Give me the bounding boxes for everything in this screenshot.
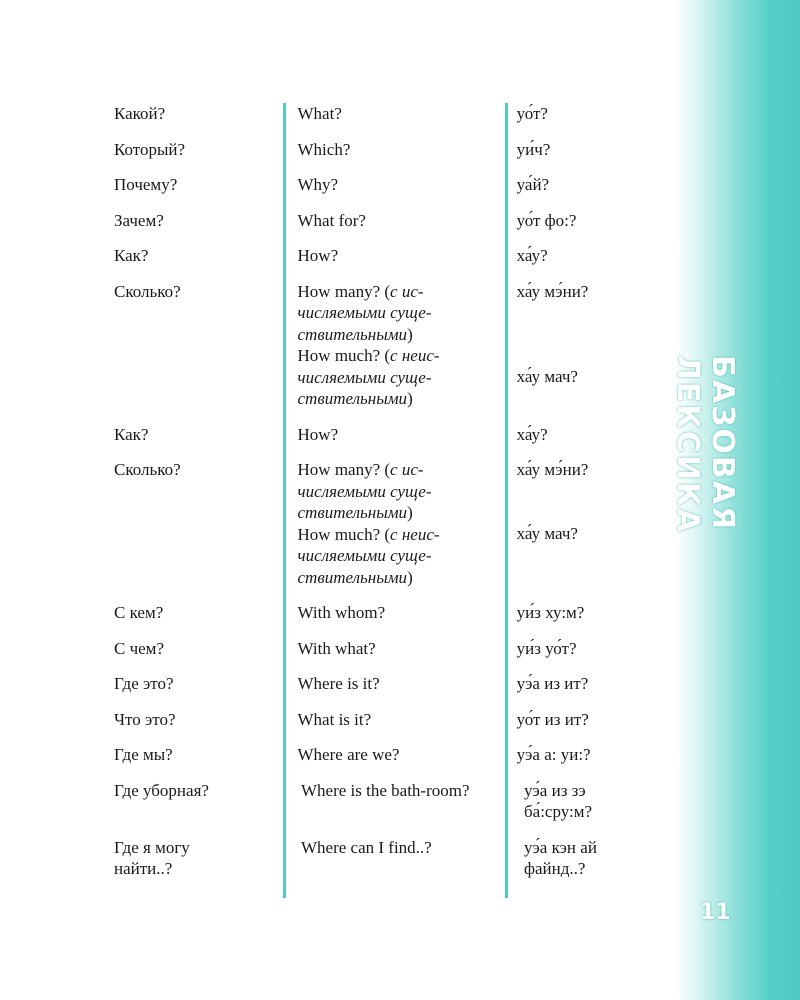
russian-phrase: Что это? (114, 709, 176, 729)
english-phrase: Why? (297, 175, 339, 194)
phrase-row (114, 174, 654, 196)
english-phrase: Where is it? (297, 674, 380, 693)
english-phrase: How? (297, 424, 339, 444)
phrase-row (114, 673, 654, 695)
english-phrase-countable: How many? (с ис-числяемыми суще-ствительными) (297, 281, 432, 344)
english-phrase: What? (297, 104, 342, 123)
grammar-note: с неис-числяемыми суще-ствительными (297, 524, 440, 587)
english-phrase-group (297, 459, 502, 588)
russian-phrase: Зачем? (114, 210, 164, 230)
english-phrase: Where are we? (297, 745, 400, 764)
transcription: уэ́а из ит? (516, 674, 589, 693)
page-number: 11 (700, 900, 731, 925)
transcription: ха́у? (516, 246, 548, 265)
grammar-note: с ис-числяемыми суще-ствительными (297, 281, 432, 344)
phrase-table (114, 103, 654, 894)
phrase-row (114, 709, 654, 731)
phrase-row (114, 638, 654, 660)
phrase-row (114, 837, 654, 880)
phrase-row (114, 744, 654, 766)
grammar-note: с неис-числяемыми суще-ствительными (297, 346, 440, 408)
transcription: уэ́а кэн ай файнд..? (524, 837, 597, 878)
english-phrase-uncountable: How much? (с неис-числяемыми суще-ствительными) (297, 346, 440, 408)
grammar-note: с ис-числяемыми суще-ствительными (297, 460, 432, 522)
transcription: уэ́а из зэ ба́:сру:м? (524, 780, 593, 821)
english-phrase: What for? (297, 210, 366, 230)
russian-phrase: Сколько? (114, 460, 181, 479)
transcription: уа́й? (516, 175, 550, 194)
russian-phrase: Где это? (114, 674, 174, 693)
english-phrase-countable: How many? (с ис-числяемыми суще-ствительными) (297, 460, 432, 522)
transcription: ха́у мач? (516, 367, 578, 386)
russian-phrase: С кем? (114, 603, 164, 622)
russian-phrase: Где уборная? (114, 780, 209, 800)
russian-phrase: С чем? (114, 638, 164, 658)
english-phrase: Which? (297, 139, 351, 159)
transcription: ха́у мэ́ни? (516, 460, 589, 479)
transcription: уо́т? (516, 104, 548, 123)
transcription: уи́з ху:м? (516, 603, 585, 622)
phrase-row (114, 139, 654, 161)
russian-phrase: Какой? (114, 104, 166, 123)
english-phrase: Where is the bath-room? (301, 780, 470, 800)
russian-phrase: Почему? (114, 175, 178, 194)
phrase-row (114, 103, 654, 125)
transcription: уо́т фо:? (516, 210, 577, 230)
english-phrase: What is it? (297, 709, 372, 729)
english-phrase: With what? (297, 638, 376, 658)
russian-phrase: Как? (114, 424, 149, 444)
transcription: уэ́а а: уи:? (516, 745, 591, 764)
english-phrase-uncountable: How much? (с неис-числяемыми суще-ствительными) (297, 524, 440, 587)
english-phrase: How? (297, 246, 339, 265)
transcription: ха́у мэ́ни? (516, 281, 589, 301)
phrase-row (114, 459, 654, 588)
transcription-group (502, 459, 654, 588)
english-phrase-group (297, 281, 502, 410)
transcription: уи́з уо́т? (516, 638, 577, 658)
transcription: ха́у мач? (516, 523, 578, 543)
russian-phrase: Где мы? (114, 745, 173, 764)
phrase-row (114, 245, 654, 267)
transcription-group (502, 281, 654, 410)
transcription: уи́ч? (516, 139, 551, 159)
phrase-row (114, 602, 654, 624)
english-phrase: With whom? (297, 603, 386, 622)
russian-phrase: Который? (114, 139, 186, 159)
phrase-row (114, 424, 654, 446)
section-title: БАЗОВАЯ ЛЕКСИКА (670, 355, 740, 534)
russian-phrase: Как? (114, 246, 149, 265)
transcription: уо́т из ит? (516, 709, 589, 729)
english-phrase: Where can I find..? (301, 837, 432, 857)
russian-phrase: Сколько? (114, 281, 181, 301)
russian-phrase: Где я могу найти..? (114, 837, 190, 878)
phrase-row (114, 780, 654, 823)
transcription: ха́у? (516, 424, 548, 444)
phrase-row (114, 210, 654, 232)
phrase-row (114, 281, 654, 410)
